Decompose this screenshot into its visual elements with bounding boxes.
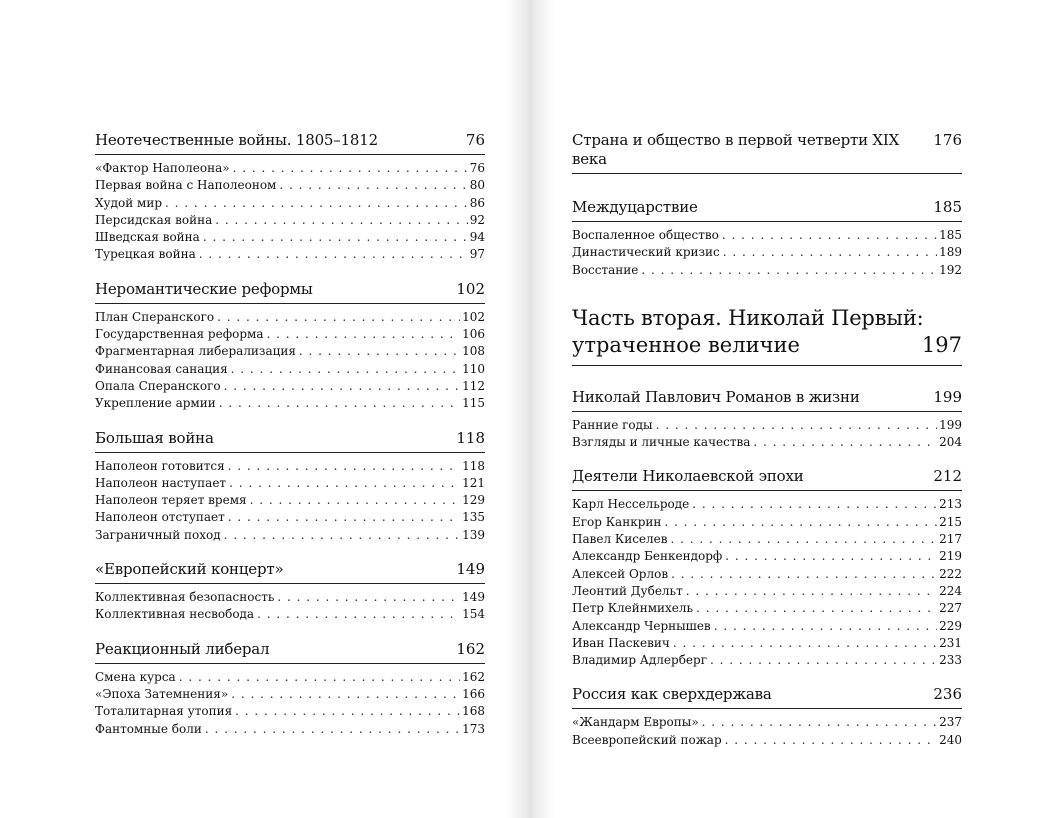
toc-entry: [95, 246, 485, 263]
entry-title: Коллективная несвобода: [95, 607, 255, 622]
entry-title: «Фактор Наполеона»: [95, 161, 230, 175]
chapter-page: 118: [456, 428, 485, 447]
entry-page: 204: [939, 435, 962, 450]
entry-title: Заграничный поход: [95, 527, 221, 542]
chapter-title: Неотечественные войны. 1805–1812: [95, 131, 378, 149]
dot-leader: [671, 566, 937, 583]
entry-page: 168: [462, 704, 485, 719]
chapter: [572, 685, 962, 749]
chapter: [95, 429, 485, 544]
chapter-heading: [95, 640, 485, 664]
entry-title: Александр Чернышев: [572, 618, 711, 633]
toc-right-bottom: [572, 388, 962, 749]
chapter-page: 199: [933, 387, 962, 406]
dot-leader: [199, 246, 468, 263]
dot-leader: [686, 583, 937, 600]
entry-page: 106: [462, 327, 485, 342]
dot-leader: [714, 618, 937, 635]
toc-entry: [572, 618, 962, 635]
toc-entry: [572, 514, 962, 531]
toc-entry: [572, 531, 962, 548]
dot-leader: [235, 703, 460, 720]
toc-entry: [572, 244, 962, 261]
chapter-heading: [95, 131, 485, 155]
dot-leader: [723, 244, 937, 261]
dot-leader: [250, 492, 461, 509]
entry-title: Восстание: [572, 262, 639, 277]
entry-title: Фрагментарная либерализация: [95, 344, 296, 359]
entry-page: 231: [939, 635, 962, 650]
entry-page: 227: [939, 601, 962, 616]
dot-leader: [641, 262, 937, 279]
toc-left: [95, 131, 485, 754]
entry-page: 233: [939, 653, 962, 668]
dot-leader: [725, 548, 937, 565]
chapter-title: Николай Павлович Романов в жизни: [572, 387, 860, 406]
dot-leader: [299, 343, 460, 360]
entry-page: 139: [462, 527, 485, 542]
dot-leader: [702, 714, 937, 731]
toc-entry: [95, 229, 485, 246]
entry-title: Укрепление армии: [95, 396, 216, 411]
chapter-title: «Европейский концерт»: [95, 560, 284, 579]
chapter-page: 149: [456, 560, 485, 579]
toc-entry: [572, 417, 962, 434]
entry-page: 240: [939, 732, 962, 747]
chapter: [95, 280, 485, 413]
toc-entry: [572, 714, 962, 731]
entry-title: Карл Нессельроде: [572, 497, 690, 512]
dot-leader: [224, 527, 460, 544]
chapter: [572, 131, 962, 174]
entry-page: 189: [939, 245, 962, 260]
toc-entry: [95, 721, 485, 738]
dot-leader: [233, 160, 468, 177]
entry-title: Финансовая санация: [95, 361, 228, 376]
entry-title: Династический кризис: [572, 245, 720, 260]
entry-title: Иван Паскевич: [572, 635, 670, 650]
toc-entry: [95, 326, 485, 343]
dot-leader: [231, 361, 460, 378]
toc-entry: [572, 600, 962, 617]
toc-entry: [572, 227, 962, 244]
toc-entry: [572, 583, 962, 600]
entry-title: «Жандарм Европы»: [572, 715, 699, 730]
toc-entry: [95, 361, 485, 378]
entry-title: Наполеон готовится: [95, 458, 225, 473]
chapter-heading: [95, 280, 485, 304]
dot-leader: [279, 177, 467, 194]
chapter-page: 185: [933, 198, 962, 216]
entry-title: План Сперанского: [95, 309, 215, 324]
part-page: 197: [921, 332, 962, 357]
toc-entry: [95, 195, 485, 212]
dot-leader: [229, 475, 460, 492]
dot-leader: [656, 417, 938, 434]
dot-leader: [224, 378, 460, 395]
dot-leader: [257, 606, 460, 623]
entry-title: Егор Канкрин: [572, 514, 662, 529]
toc-entry: [95, 343, 485, 360]
entry-page: 76: [469, 161, 485, 175]
dot-leader: [673, 635, 937, 652]
entry-title: Воспаленное общество: [572, 228, 719, 242]
chapter-page: 236: [933, 685, 962, 704]
dot-leader: [205, 721, 460, 738]
chapter-heading: [95, 560, 485, 584]
chapter-title: Реакционный либерал: [95, 639, 270, 658]
chapter: [95, 560, 485, 624]
toc-entry: [95, 395, 485, 412]
entry-title: Наполеон теряет время: [95, 493, 247, 508]
dot-leader: [203, 229, 468, 246]
entry-page: 213: [939, 497, 962, 512]
entry-page: 173: [462, 721, 485, 736]
entry-page: 92: [469, 212, 485, 227]
chapter-title: Большая война: [95, 428, 214, 447]
chapter-title: Страна и общество в первой четверти XIX века: [572, 131, 900, 168]
entry-page: 224: [939, 583, 962, 598]
entry-title: Павел Киселев: [572, 532, 668, 547]
part-title-line2: утраченное величие: [572, 332, 800, 357]
toc-entry: [95, 378, 485, 395]
entry-page: 154: [462, 607, 485, 622]
entry-title: Персидская война: [95, 212, 213, 227]
entry-title: Шведская война: [95, 230, 200, 245]
toc-entry: [572, 566, 962, 583]
entry-page: 185: [939, 228, 962, 242]
dot-leader: [219, 395, 460, 412]
chapter-heading: [95, 429, 485, 453]
chapter-page: 212: [933, 467, 962, 486]
toc-entry: [572, 652, 962, 669]
entry-title: «Эпоха Затемнения»: [95, 686, 229, 701]
chapter-page: 176: [933, 131, 962, 149]
chapter: [572, 388, 962, 452]
entry-title: Ранние годы: [572, 417, 653, 432]
entry-title: Наполеон отступает: [95, 510, 225, 525]
entry-page: 229: [939, 618, 962, 633]
entry-title: Взгляды и личные качества: [572, 435, 751, 450]
toc-entry: [95, 212, 485, 229]
chapter-heading: [572, 467, 962, 491]
dot-leader: [692, 496, 937, 513]
entry-page: 110: [462, 361, 485, 376]
toc-entry: [95, 160, 485, 177]
dot-leader: [165, 195, 468, 212]
toc-entry: [95, 492, 485, 509]
toc-entry: [95, 686, 485, 703]
entry-page: 162: [462, 669, 485, 684]
entry-title: Петр Клейнмихель: [572, 601, 694, 616]
toc-entry: [95, 458, 485, 475]
entry-title: Алексей Орлов: [572, 566, 669, 581]
entry-title: Владимир Адлерберг: [572, 653, 707, 668]
chapter-heading: [572, 388, 962, 412]
entry-title: Первая война с Наполеоном: [95, 178, 277, 193]
toc-entry: [572, 548, 962, 565]
dot-leader: [231, 686, 460, 703]
entry-page: 217: [939, 532, 962, 547]
entry-page: 115: [462, 396, 485, 411]
entry-title: Худой мир: [95, 195, 163, 210]
toc-entry: [572, 496, 962, 513]
entry-page: 215: [939, 514, 962, 529]
toc-entry: [572, 732, 962, 749]
entry-page: 108: [462, 344, 485, 359]
entry-title: Александр Бенкендорф: [572, 549, 723, 564]
book-gutter: [505, 0, 555, 818]
toc-entry: [95, 527, 485, 544]
chapter-title: Междуцарствие: [572, 198, 698, 216]
dot-leader: [671, 531, 938, 548]
toc-entry: [95, 589, 485, 606]
chapter-title: Деятели Николаевской эпохи: [572, 467, 804, 486]
toc-entry: [95, 703, 485, 720]
toc-entry: [95, 606, 485, 623]
dot-leader: [664, 514, 937, 531]
entry-page: 192: [939, 262, 962, 277]
entry-title: Коллективная безопасность: [95, 590, 275, 605]
entry-title: Леонтий Дубельт: [572, 583, 683, 598]
toc-entry: [572, 434, 962, 451]
right-page: [530, 0, 1055, 818]
chapter: [95, 131, 485, 264]
dot-leader: [179, 669, 460, 686]
toc-entry: [95, 177, 485, 194]
entry-title: Наполеон наступает: [95, 475, 227, 490]
entry-page: 97: [469, 247, 485, 262]
dot-leader: [267, 326, 461, 343]
left-page: [0, 0, 525, 818]
chapter-heading: [572, 685, 962, 709]
dot-leader: [722, 227, 937, 244]
chapter: [572, 467, 962, 669]
toc-entry: [572, 635, 962, 652]
dot-leader: [217, 309, 460, 326]
dot-leader: [228, 458, 460, 475]
chapter: [572, 198, 962, 279]
entry-title: Фантомные боли: [95, 721, 202, 736]
entry-page: 94: [469, 230, 485, 245]
entry-title: Тоталитарная утопия: [95, 704, 233, 719]
entry-page: 86: [469, 195, 485, 210]
entry-page: 166: [462, 686, 485, 701]
entry-page: 199: [939, 417, 962, 432]
chapter-page: 76: [465, 131, 485, 149]
chapter-title: Неромантические реформы: [95, 279, 313, 298]
chapter-heading: [572, 131, 962, 174]
entry-page: 237: [939, 715, 962, 730]
entry-page: 118: [462, 458, 485, 473]
chapter: [95, 640, 485, 738]
entry-page: 112: [462, 378, 485, 393]
chapter-page: 162: [456, 639, 485, 658]
chapter-title: Россия как сверхдержава: [572, 685, 772, 704]
entry-page: 102: [462, 309, 485, 324]
entry-page: 129: [462, 493, 485, 508]
toc-entry: [95, 475, 485, 492]
dot-leader: [696, 600, 937, 617]
entry-page: 135: [462, 510, 485, 525]
toc-right-top: [572, 131, 962, 279]
chapter-heading: [572, 198, 962, 222]
part-title-line1: Часть вторая. Николай Первый:: [572, 305, 924, 330]
chapter-page: 102: [456, 279, 485, 298]
entry-title: Турецкая война: [95, 247, 196, 262]
entry-title: Смена курса: [95, 669, 176, 684]
entry-page: 80: [469, 178, 485, 193]
dot-leader: [710, 652, 937, 669]
toc-entry: [95, 509, 485, 526]
toc-entry: [572, 262, 962, 279]
entry-page: 121: [462, 475, 485, 490]
dot-leader: [228, 509, 460, 526]
entry-page: 219: [939, 549, 962, 564]
entry-page: 222: [939, 566, 962, 581]
entry-title: Государственная реформа: [95, 327, 264, 342]
entry-page: 149: [462, 590, 485, 605]
toc-right: [572, 131, 962, 765]
dot-leader: [215, 212, 467, 229]
toc-entry: [95, 669, 485, 686]
dot-leader: [277, 589, 460, 606]
dot-leader: [753, 434, 937, 451]
dot-leader: [725, 732, 937, 749]
part-heading: [572, 305, 962, 366]
entry-title: Опала Сперанского: [95, 378, 221, 393]
toc-entry: [95, 309, 485, 326]
entry-title: Всеевропейский пожар: [572, 732, 722, 747]
